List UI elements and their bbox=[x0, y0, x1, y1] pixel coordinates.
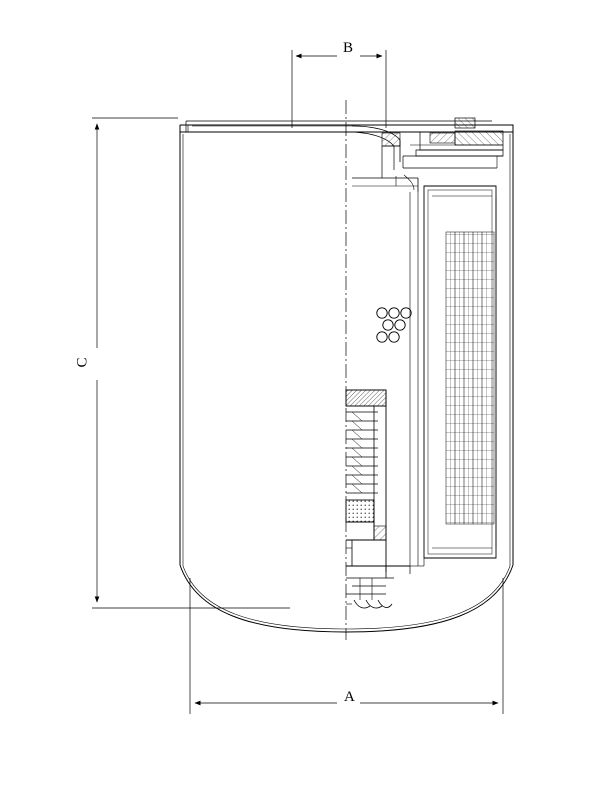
dimension-c bbox=[92, 118, 290, 608]
dimension-label-a: A bbox=[344, 689, 355, 705]
bypass-holes bbox=[377, 308, 411, 342]
dimension-b bbox=[292, 50, 386, 128]
dimension-label-b: B bbox=[343, 40, 354, 56]
dimension-label-c: C bbox=[74, 357, 91, 368]
